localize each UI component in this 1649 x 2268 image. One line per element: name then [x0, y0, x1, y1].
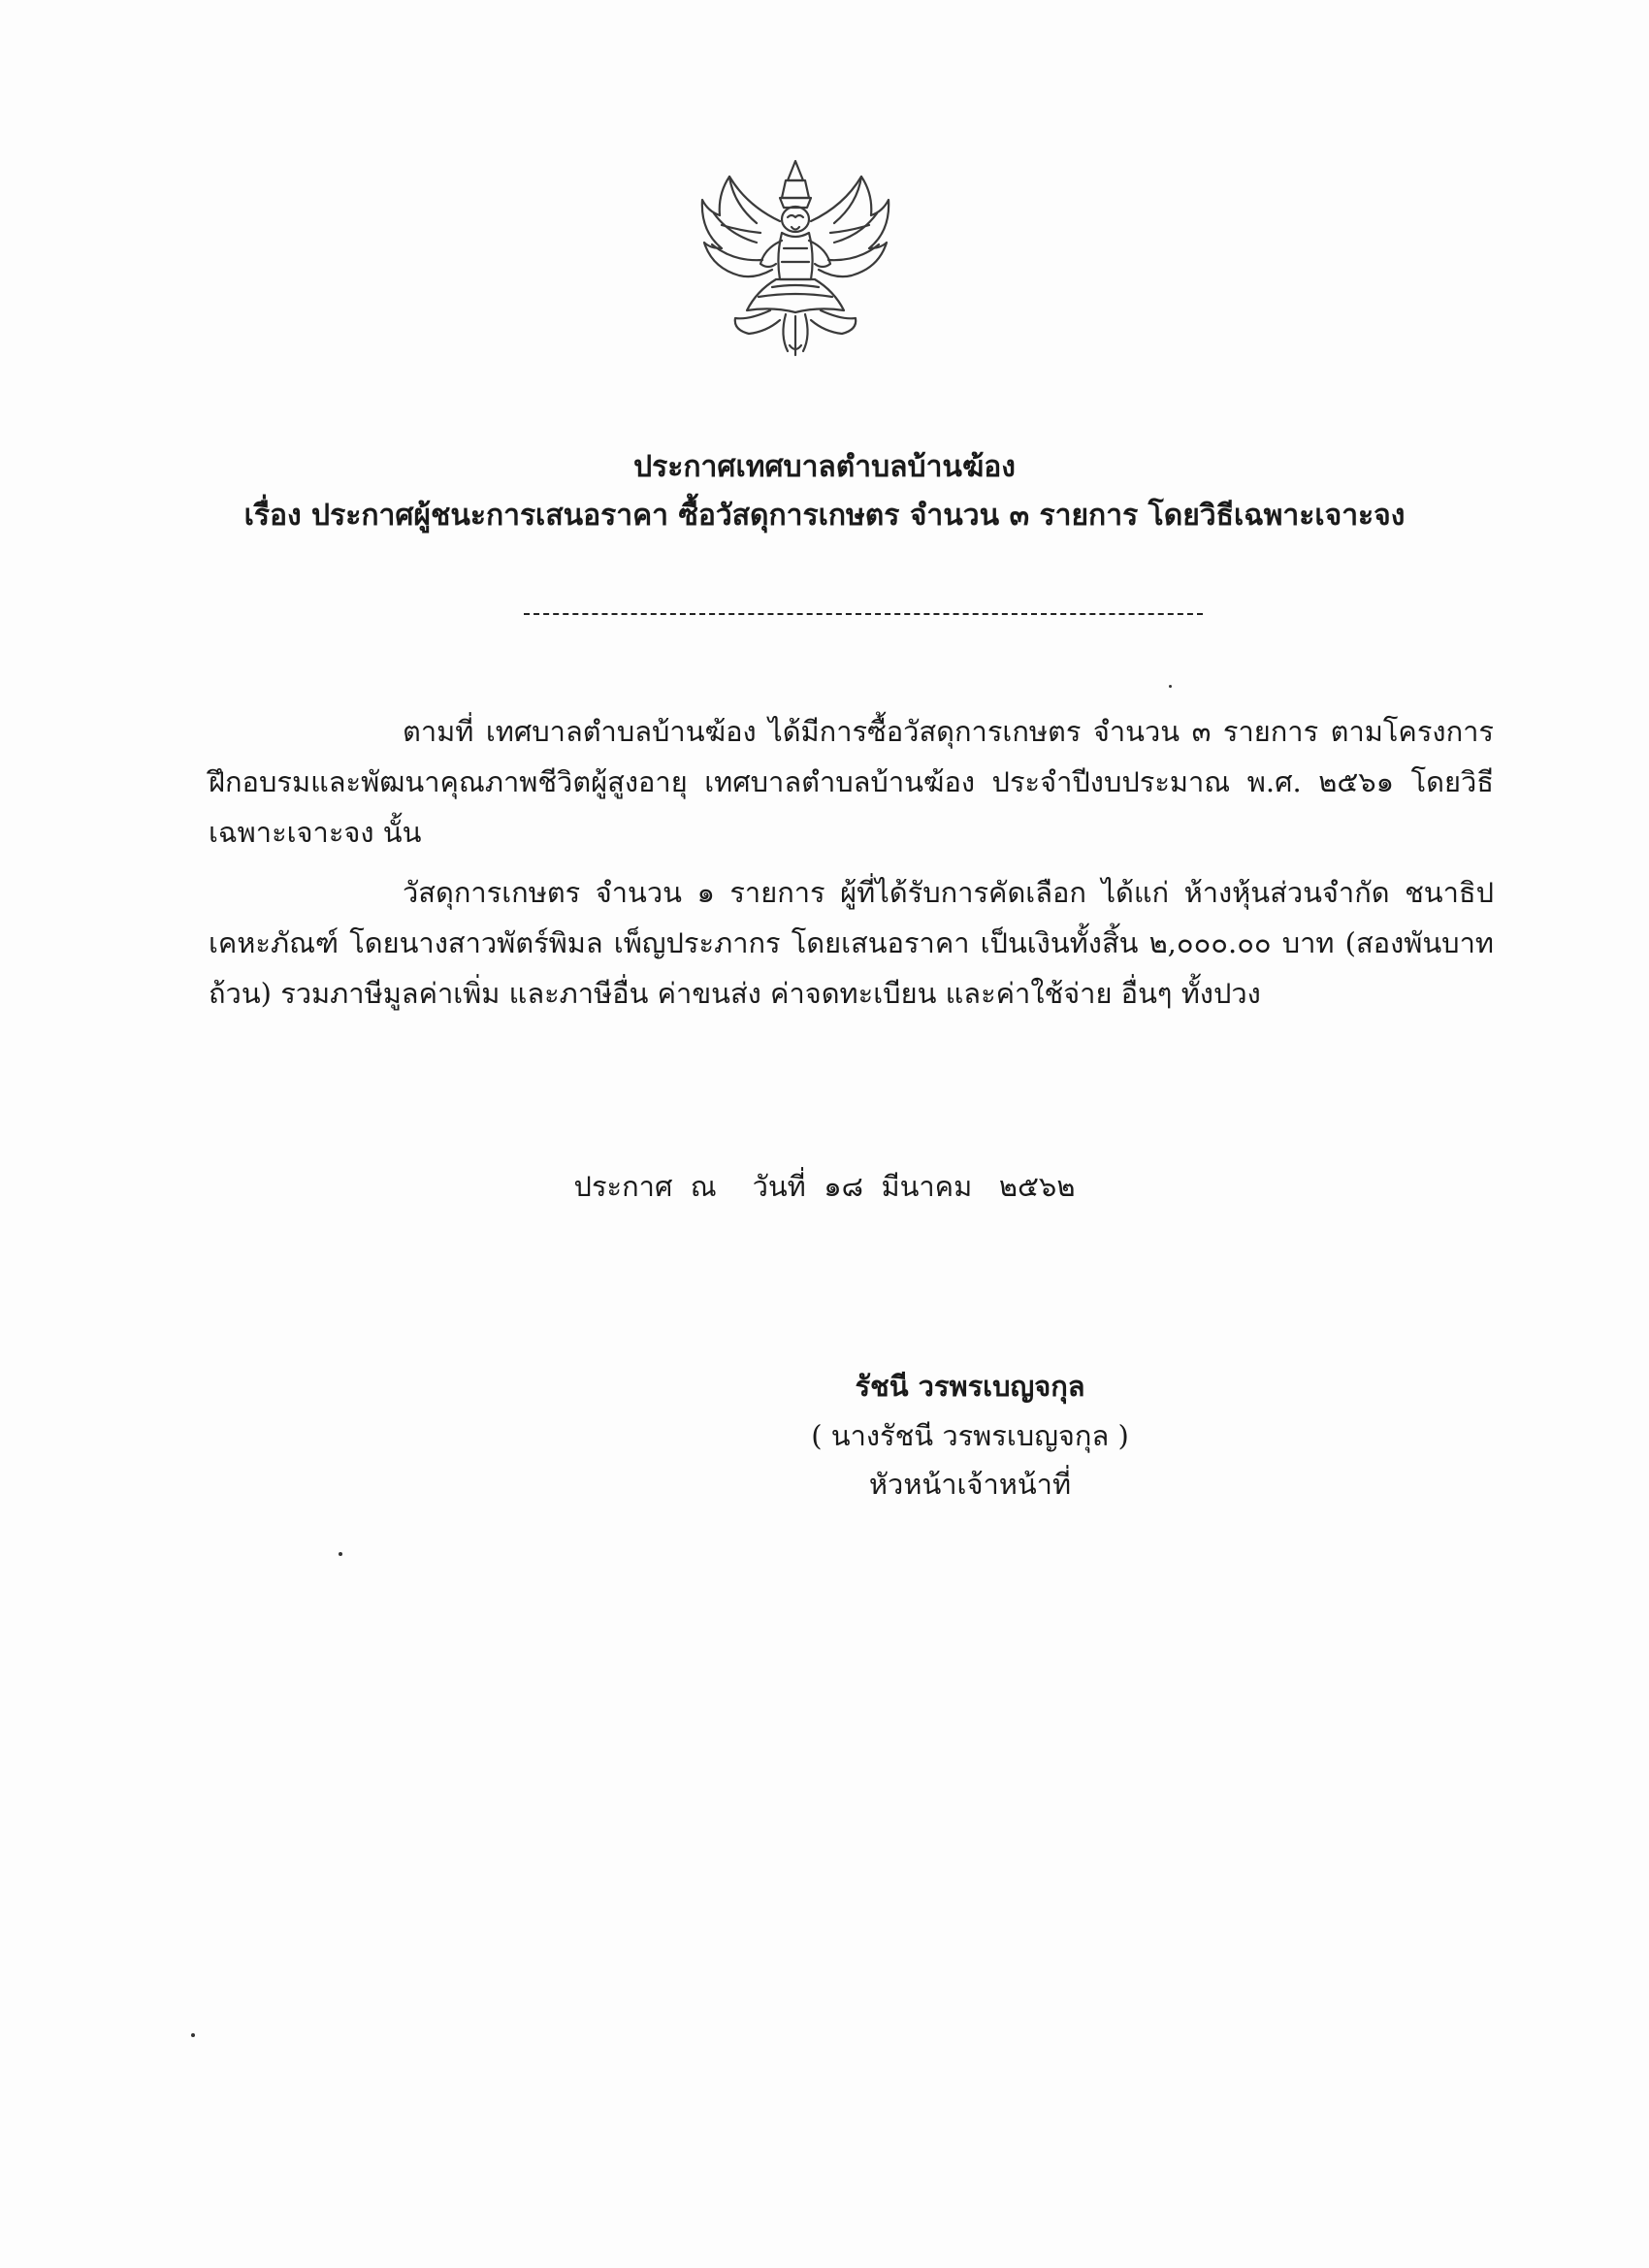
- scan-speck: [339, 1552, 342, 1556]
- body-paragraph-1-text: ตามที่ เทศบาลตำบลบ้านฆ้อง ได้มีการซื้อวัสดุการเกษตร จำนวน ๓ รายการ ตามโครงการ ฝึกอบรมและพัฒนาคุณภาพชีวิตผู้สูงอายุ เทศบาลตำบลบ้านฆ้อง ประจำปีงบประมาณ พ.ศ. ๒๕๖๑ โดยวิธีเฉพาะเจาะจง นั้น: [209, 715, 1494, 849]
- separator-line: [524, 613, 1203, 615]
- body-paragraph-2: [209, 867, 1494, 1019]
- announcement-subject: เรื่อง ประกาศผู้ชนะการเสนอราคา ซื้อวัสดุการเกษตร จำนวน ๓ รายการ โดยวิธีเฉพาะเจาะจง: [243, 499, 1406, 533]
- signatory-printed-name: ( นางรัชนี วรพรเบญจกุล ): [811, 1419, 1129, 1452]
- scan-speck: [1169, 685, 1172, 688]
- scan-speck: [191, 2033, 195, 2037]
- signatory-position: หัวหน้าเจ้าหน้าที่: [868, 1468, 1072, 1501]
- body-paragraph-1: [209, 706, 1494, 858]
- announcement-date: ประกาศ ณ วันที่ ๑๘ มีนาคม ๒๕๖๒: [573, 1170, 1076, 1203]
- garuda-emblem-icon: [679, 155, 912, 359]
- signature-name: รัชนี วรพรเบญจกุล: [855, 1370, 1085, 1403]
- body-paragraph-2-text: วัสดุการเกษตร จำนวน ๑ รายการ ผู้ที่ได้รับการคัดเลือก ได้แก่ ห้างหุ้นส่วนจำกัด ชนาธิปเคหะภัณฑ์ โดยนางสาวพัตร์พิมล เพ็ญประภากร โดยเสนอราคา เป็นเงินทั้งสิ้น ๒,๐๐๐.๐๐ บาท (สองพันบาทถ้วน) รวมภาษีมูลค่าเพิ่ม และภาษีอื่น ค่าขนส่ง ค่าจดทะเบียน และค่าใช้จ่าย อื่นๆ ทั้งปวง: [209, 876, 1494, 1010]
- announcement-title: ประกาศเทศบาลตำบลบ้านฆ้อง: [633, 450, 1016, 484]
